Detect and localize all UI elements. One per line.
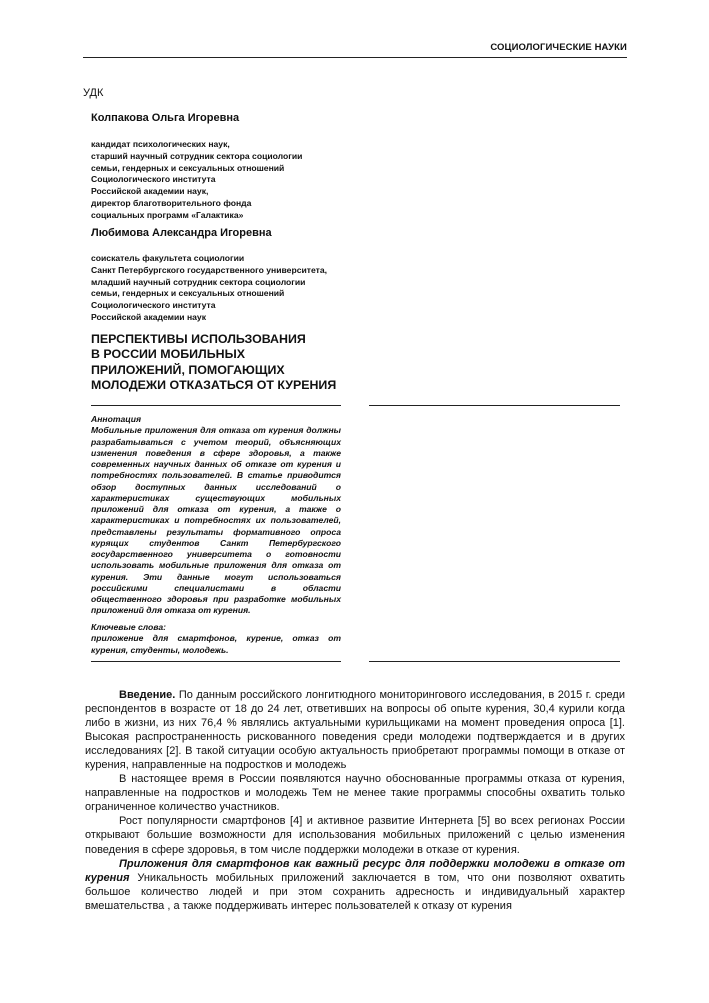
affiliation-line: директор благотворительного фонда [91, 197, 252, 208]
body-paragraph: Рост популярности смартфонов [4] и активное развитие Интернета [5] во всех регионах России открывают большие возможности для использования мобильных приложений с целью изменения поведения в сфере здоровья, в том числе поддержки молодежи в отказе от курения. [85, 815, 625, 856]
abstract-bottom-rule [91, 661, 341, 662]
keywords-text: приложение для смартфонов, курение, отказ от курения, студенты, молодежь. [91, 633, 341, 655]
affiliation-line: социальных программ «Галактика» [91, 209, 244, 220]
author-affiliation-2 [91, 253, 327, 324]
body-paragraph-text: Уникальность мобильных приложений заключается в том, что они позволяют охватить большое количество людей и при этом сохранить адресность и индивидуальный характер вмешательства , а также поддерживать интерес пользователей к отказу от курения [85, 871, 625, 912]
right-column-bottom-rule [369, 661, 620, 662]
affiliation-line: Российской академии наук, [91, 186, 209, 197]
author-affiliation-1 [91, 139, 302, 222]
section-heading: Приложения для смартфонов как важный ресурс для поддержки молодежи в отказе от курения [85, 857, 625, 884]
right-column-top-rule [369, 405, 620, 406]
article-body [85, 688, 625, 913]
abstract-block [91, 414, 341, 617]
intro-heading: Введение. [119, 689, 176, 701]
article-title-line: ПРИЛОЖЕНИЙ, ПОМОГАЮЩИХ [91, 362, 285, 377]
abstract-text: Мобильные приложения для отказа от курения должны разрабатываться с учетом теорий, объясняющих изменения поведения в сфере здоровья, а также современных научных данных об отказе от курения и потребностях пользователей. В статье приводится обзор доступных данных исследований о характеристиках существующих мобильных приложений для отказа от курения, а также о характеристиках и потребностях их пользователей, представлены результаты формативного опроса курящих студентов Санкт Петербургского государственного университета о готовности использовать мобильные приложения для отказа от курения. Эти данные могут использоваться российскими специалистами в области общественного здоровья при разработке мобильных приложений для отказа от курения. [91, 425, 341, 616]
body-paragraph-text: По данным российского лонгитюдного мониторингового исследования, в 2015 г. среди респондентов в возрасте от 18 до 24 лет, ответивших на вопросы об опыте курения, 30,4 курили когда либо в жизни, из них 76,4 % являлись актуальными курильщиками на момент проведения опроса [1]. Высокая распространенность рискованного поведения среди молодежи подтверждается и в других исследованиях [2]. В такой ситуации особую актуальность приобретают программы помощи в отказе от курения, направленные на подростков и молодежь [85, 689, 625, 772]
author-name-2: Любимова Александра Игоревна [91, 227, 272, 239]
affiliation-line: кандидат психологических наук, [91, 139, 230, 149]
affiliation-line: Социологического института [91, 174, 216, 185]
affiliation-line: соискатель факультета социологии [91, 253, 245, 263]
keywords-label: Ключевые слова: [91, 622, 166, 632]
article-title [91, 332, 336, 393]
affiliation-line: Санкт Петербургского государственного университета, [91, 264, 328, 275]
header-rule [83, 57, 627, 58]
body-paragraph [85, 688, 625, 772]
affiliation-line: семьи, гендерных и сексуальных отношений [91, 162, 285, 173]
affiliation-line: Российской академии наук [91, 311, 207, 322]
author-name-1: Колпакова Ольга Игоревна [91, 112, 240, 124]
udk-label: УДК [83, 87, 104, 99]
body-paragraph: В настоящее время в России появляются научно обоснованные программы отказа от курения, направленные на подростков и молодежь Тем не менее такие программы способны охватить только ограниченное количество участников. [85, 773, 625, 814]
body-paragraph [85, 857, 625, 913]
affiliation-line: старший научный сотрудник сектора социологии [91, 150, 303, 161]
keywords-block [91, 622, 341, 656]
journal-section-title: СОЦИОЛОГИЧЕСКИЕ НАУКИ [490, 42, 627, 53]
affiliation-line: Социологического института [91, 300, 216, 311]
affiliation-line: семьи, гендерных и сексуальных отношений [91, 288, 285, 299]
article-title-line: В РОССИИ МОБИЛЬНЫХ [91, 347, 245, 362]
abstract-top-rule [91, 405, 341, 406]
article-title-line: МОЛОДЕЖИ ОТКАЗАТЬСЯ ОТ КУРЕНИЯ [91, 377, 337, 392]
article-title-line: ПЕРСПЕКТИВЫ ИСПОЛЬЗОВАНИЯ [91, 332, 306, 346]
abstract-label: Аннотация [91, 414, 142, 424]
affiliation-line: младший научный сотрудник сектора социологии [91, 276, 306, 287]
